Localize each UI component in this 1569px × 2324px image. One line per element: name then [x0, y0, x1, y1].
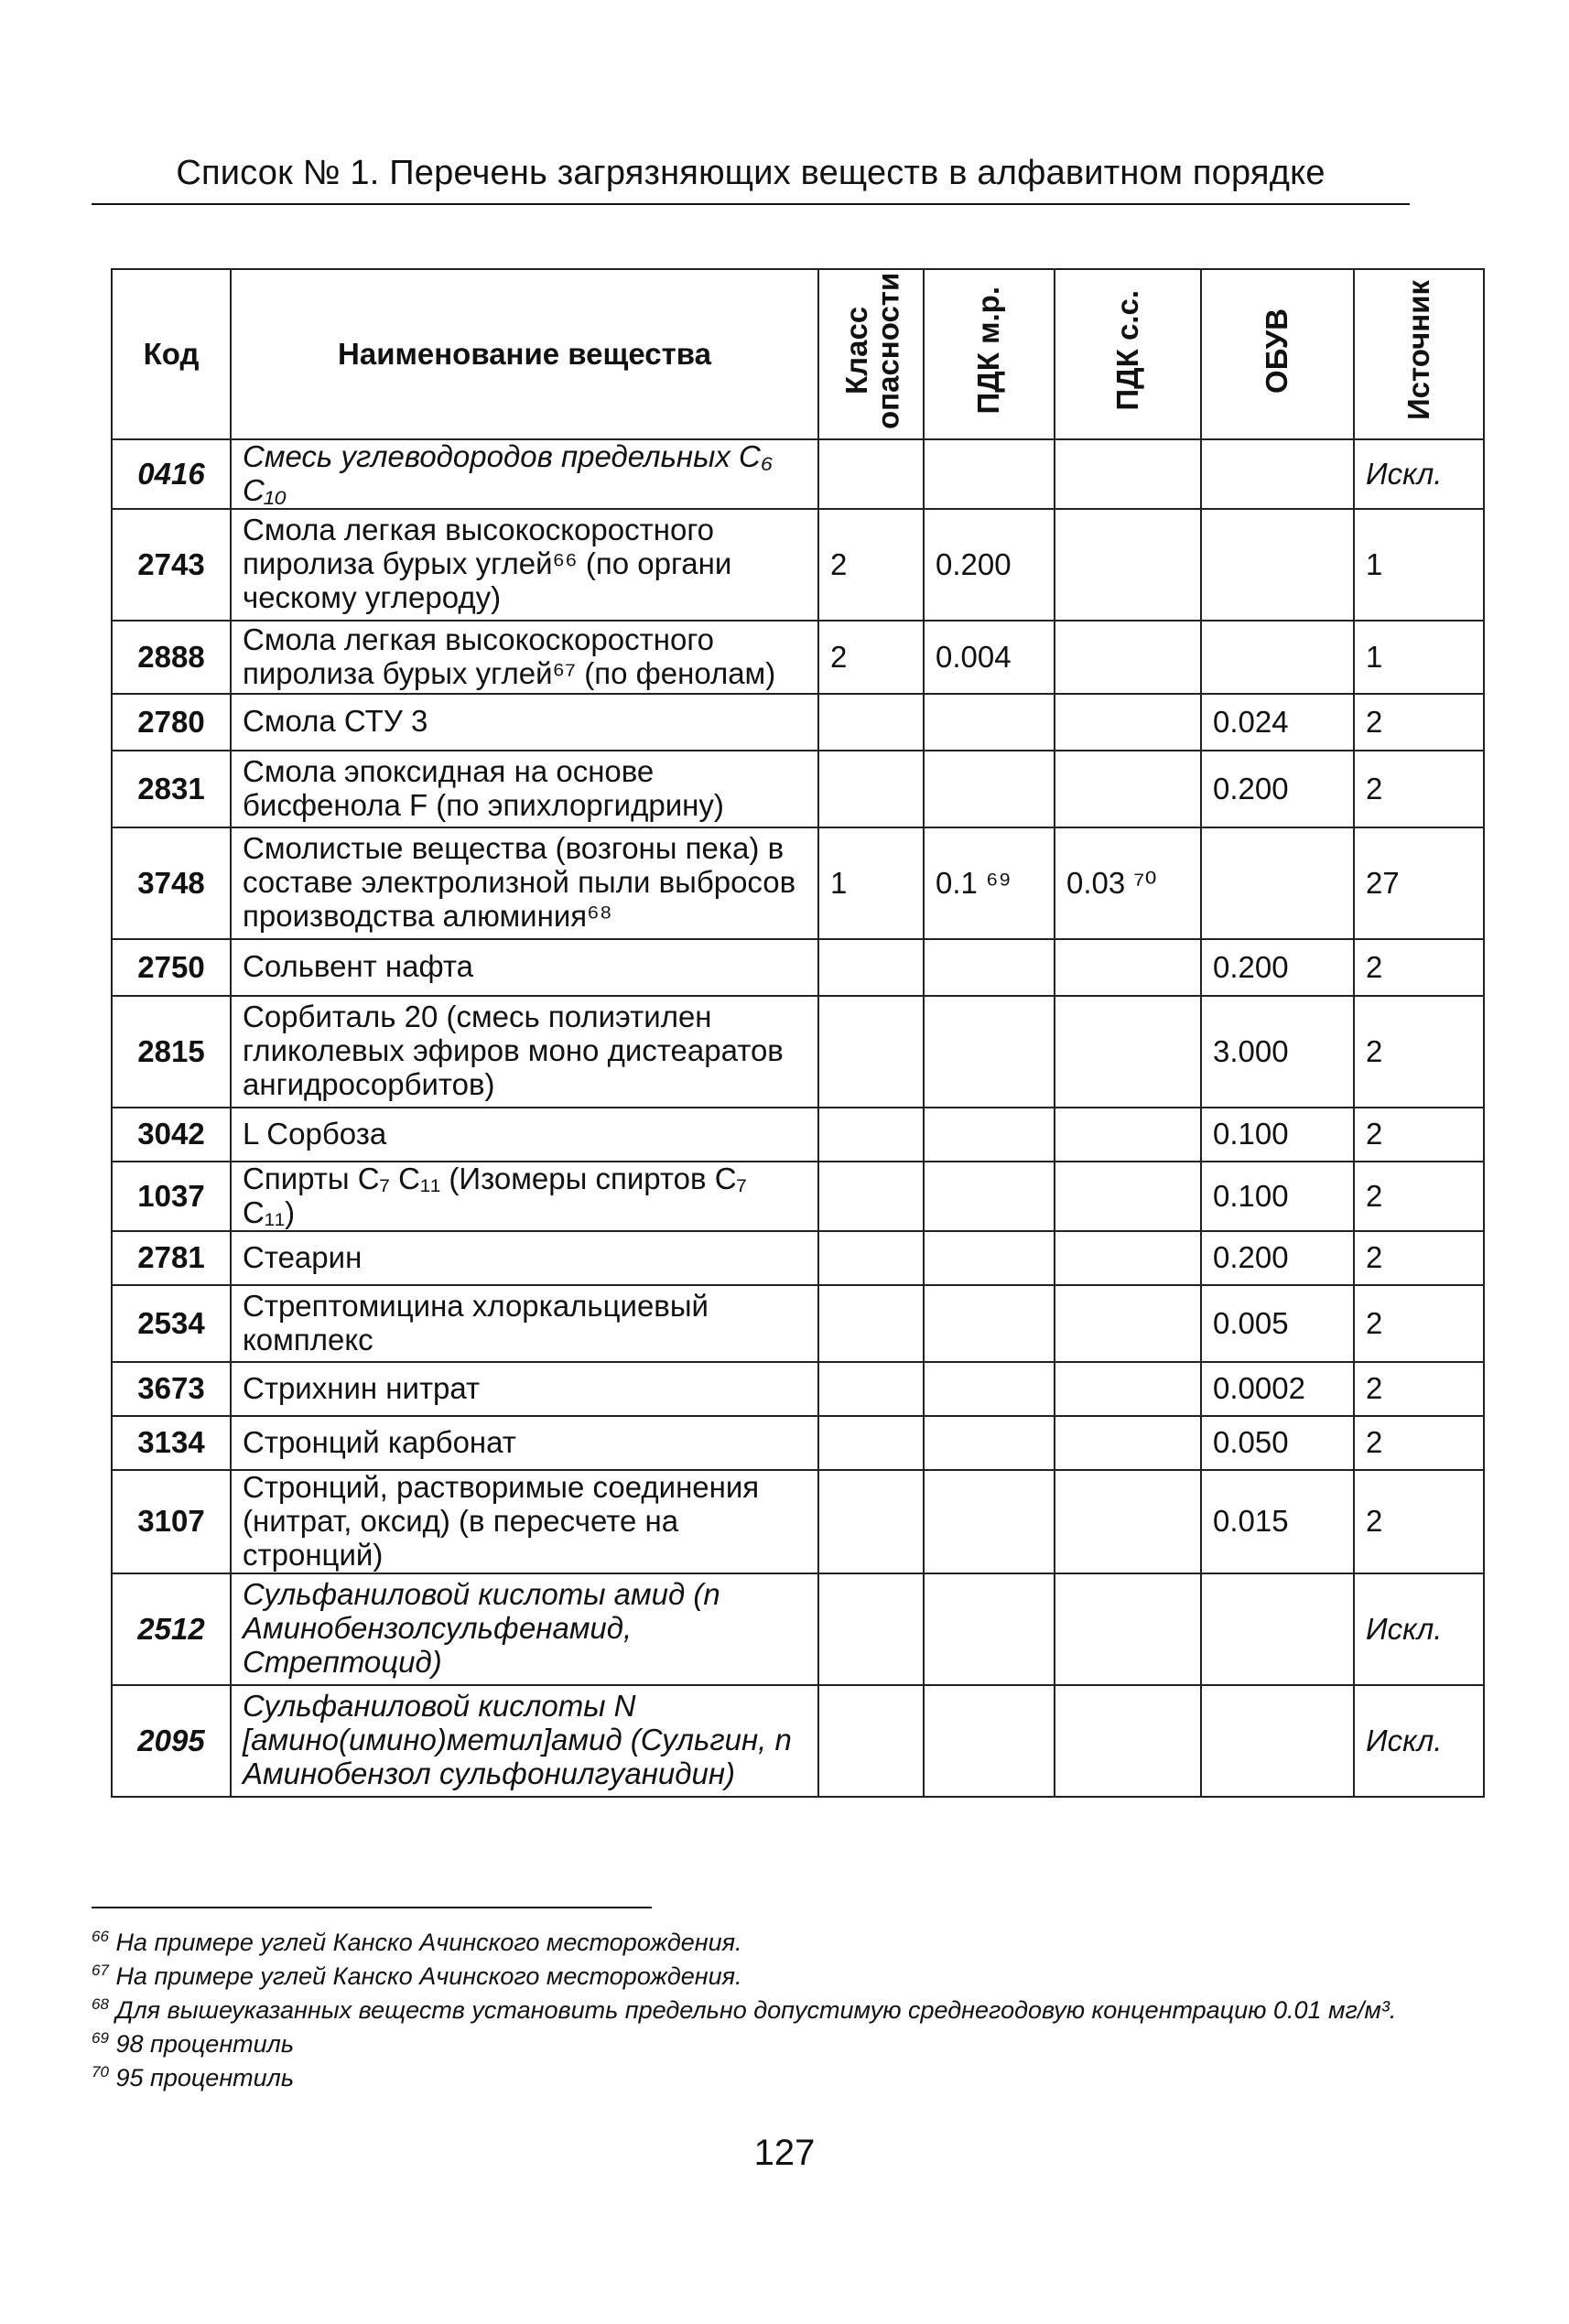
cell-obuv: [1201, 509, 1354, 621]
table-row: [112, 1362, 1484, 1416]
cell-pdk-ss: [1055, 509, 1201, 621]
page-number: 127: [753, 2133, 816, 2173]
cell-obuv: 0.100: [1201, 1108, 1354, 1162]
cell-obuv: 0.024: [1201, 694, 1354, 751]
cell-source: 2: [1354, 751, 1484, 827]
table-row: [112, 1685, 1484, 1797]
cell-source: 2: [1354, 1470, 1484, 1573]
cell-pdk-mr: [924, 1231, 1055, 1285]
cell-obuv: [1201, 439, 1354, 509]
footnote-divider: [92, 1907, 652, 1908]
cell-code: 3042: [112, 1108, 231, 1162]
cell-hazard-class: [818, 996, 924, 1108]
cell-obuv: [1201, 621, 1354, 694]
footnote: [92, 2027, 1465, 2061]
cell-source: Искл.: [1354, 439, 1484, 509]
cell-pdk-mr: [924, 694, 1055, 751]
cell-hazard-class: [818, 1416, 924, 1470]
cell-name: Смола эпоксидная на основе бисфенола F (по эпихлоргидрину): [231, 751, 818, 827]
cell-obuv: 0.0002: [1201, 1362, 1354, 1416]
cell-pdk-ss: [1055, 751, 1201, 827]
cell-name: Смола легкая высокоскоростного пиролиза бурых углей⁶⁶ (по органи ческому углероду): [231, 509, 818, 621]
col-header-obuv: ОБУВ: [1260, 308, 1294, 394]
cell-code: 3107: [112, 1470, 231, 1573]
cell-code: 2831: [112, 751, 231, 827]
cell-name: Стрихнин нитрат: [231, 1362, 818, 1416]
col-header-pdk-ss: ПДК с.с.: [1109, 290, 1144, 411]
footnote: [92, 1960, 1465, 1994]
page-title: Список № 1. Перечень загрязняющих веществ в алфавитном порядке: [176, 154, 1326, 192]
cell-hazard-class: [818, 1362, 924, 1416]
cell-pdk-mr: [924, 1285, 1055, 1362]
cell-name: Смесь углеводородов предельных C₆ C₁₀: [231, 439, 818, 509]
table-row: [112, 439, 1484, 509]
cell-pdk-mr: [924, 1573, 1055, 1685]
table-body: [112, 439, 1484, 1797]
cell-code: 0416: [112, 439, 231, 509]
cell-code: 2743: [112, 509, 231, 621]
cell-obuv: 3.000: [1201, 996, 1354, 1108]
cell-code: 2095: [112, 1685, 231, 1797]
cell-pdk-ss: [1055, 1362, 1201, 1416]
table-row: [112, 1285, 1484, 1362]
cell-code: 2780: [112, 694, 231, 751]
table-row: [112, 509, 1484, 621]
cell-source: 27: [1354, 827, 1484, 939]
cell-pdk-ss: [1055, 439, 1201, 509]
cell-obuv: 0.200: [1201, 1231, 1354, 1285]
cell-hazard-class: [818, 939, 924, 996]
cell-pdk-mr: 0.200: [924, 509, 1055, 621]
table-row: [112, 1416, 1484, 1470]
col-header-pdk-mr: ПДК м.р.: [971, 286, 1006, 415]
cell-pdk-ss: [1055, 1285, 1201, 1362]
cell-pdk-mr: 0.1 ⁶⁹: [924, 827, 1055, 939]
footnote-number: 70: [92, 2063, 109, 2081]
cell-code: 2781: [112, 1231, 231, 1285]
cell-pdk-ss: [1055, 694, 1201, 751]
cell-hazard-class: [818, 1231, 924, 1285]
cell-pdk-mr: [924, 1470, 1055, 1573]
cell-pdk-ss: [1055, 1231, 1201, 1285]
footnote-text: 95 процентиль: [115, 2064, 295, 2092]
cell-pdk-mr: [924, 751, 1055, 827]
cell-source: 2: [1354, 694, 1484, 751]
footnote-text: 98 процентиль: [115, 2030, 295, 2058]
cell-hazard-class: [818, 1285, 924, 1362]
cell-source: 2: [1354, 1231, 1484, 1285]
cell-name: Стронций, растворимые соединения (нитрат, оксид) (в пересчете на стронций): [231, 1470, 818, 1573]
cell-hazard-class: [818, 1685, 924, 1797]
cell-source: 2: [1354, 939, 1484, 996]
substances-table: [111, 268, 1485, 1798]
cell-pdk-ss: [1055, 1685, 1201, 1797]
cell-source: 2: [1354, 1362, 1484, 1416]
cell-code: 3748: [112, 827, 231, 939]
cell-pdk-ss: [1055, 621, 1201, 694]
table-row: [112, 1108, 1484, 1162]
footnote-number: 68: [92, 1995, 109, 2013]
cell-source: 2: [1354, 1285, 1484, 1362]
cell-pdk-mr: [924, 939, 1055, 996]
cell-hazard-class: 2: [818, 621, 924, 694]
cell-code: 3673: [112, 1362, 231, 1416]
table-row: [112, 1231, 1484, 1285]
cell-name: Стрептомицина хлоркальциевый комплекс: [231, 1285, 818, 1362]
cell-hazard-class: [818, 751, 924, 827]
cell-name: Смола легкая высокоскоростного пиролиза бурых углей⁶⁷ (по фенолам): [231, 621, 818, 694]
cell-obuv: [1201, 1685, 1354, 1797]
col-header-code: Код: [112, 269, 231, 439]
cell-hazard-class: [818, 694, 924, 751]
cell-name: Смола СТУ 3: [231, 694, 818, 751]
cell-code: 2512: [112, 1573, 231, 1685]
cell-code: 2815: [112, 996, 231, 1108]
cell-pdk-ss: [1055, 1162, 1201, 1231]
table-row: [112, 751, 1484, 827]
cell-obuv: 0.200: [1201, 939, 1354, 996]
cell-pdk-ss: [1055, 1470, 1201, 1573]
cell-hazard-class: [818, 1573, 924, 1685]
footnote: [92, 2061, 1465, 2095]
cell-obuv: 0.050: [1201, 1416, 1354, 1470]
cell-obuv: 0.015: [1201, 1470, 1354, 1573]
cell-obuv: 0.100: [1201, 1162, 1354, 1231]
cell-obuv: [1201, 827, 1354, 939]
cell-source: 1: [1354, 621, 1484, 694]
footnote-text: Для вышеуказанных веществ установить предельно допустимую среднегодовую концентрацию 0.01 мг/м³.: [115, 1996, 1397, 2024]
cell-hazard-class: [818, 439, 924, 509]
cell-pdk-ss: [1055, 1108, 1201, 1162]
cell-source: 1: [1354, 509, 1484, 621]
cell-source: Искл.: [1354, 1573, 1484, 1685]
table-row: [112, 1573, 1484, 1685]
cell-pdk-ss: [1055, 1573, 1201, 1685]
table-row: [112, 1162, 1484, 1231]
footnote-text: На примере углей Канско Ачинского месторождения.: [115, 1929, 742, 1956]
cell-source: 2: [1354, 1108, 1484, 1162]
cell-hazard-class: 2: [818, 509, 924, 621]
footnotes: [92, 1926, 1465, 2095]
cell-hazard-class: 1: [818, 827, 924, 939]
cell-source: 2: [1354, 996, 1484, 1108]
cell-obuv: 0.200: [1201, 751, 1354, 827]
cell-code: 2534: [112, 1285, 231, 1362]
cell-pdk-ss: [1055, 1416, 1201, 1470]
cell-hazard-class: [818, 1108, 924, 1162]
footnote-number: 67: [92, 1962, 109, 1979]
cell-pdk-mr: [924, 439, 1055, 509]
table-row: [112, 939, 1484, 996]
cell-name: Сольвент нафта: [231, 939, 818, 996]
cell-name: L Сорбоза: [231, 1108, 818, 1162]
col-header-source: Источник: [1401, 280, 1435, 421]
table-row: [112, 996, 1484, 1108]
cell-name: Смолистые вещества (возгоны пека) в составе электролизной пыли выбросов производства алюминия⁶⁸: [231, 827, 818, 939]
table-row: [112, 621, 1484, 694]
cell-pdk-mr: [924, 1416, 1055, 1470]
cell-pdk-ss: [1055, 996, 1201, 1108]
cell-code: 2888: [112, 621, 231, 694]
cell-name: Стеарин: [231, 1231, 818, 1285]
col-header-name: Наименование вещества: [231, 269, 818, 439]
header-divider: [92, 203, 1410, 205]
cell-name: Сульфаниловой кислоты N [амино(имино)метил]амид (Сульгин, n Аминобензол сульфонилгуанидин): [231, 1685, 818, 1797]
cell-source: 2: [1354, 1416, 1484, 1470]
footnote: [92, 1994, 1465, 2027]
cell-obuv: 0.005: [1201, 1285, 1354, 1362]
cell-code: 2750: [112, 939, 231, 996]
cell-source: Искл.: [1354, 1685, 1484, 1797]
cell-pdk-mr: 0.004: [924, 621, 1055, 694]
col-header-hazard-class: Класс опасности: [839, 272, 905, 429]
footnote-number: 69: [92, 2029, 109, 2047]
table-row: [112, 827, 1484, 939]
cell-name: Сорбиталь 20 (смесь полиэтилен гликолевых эфиров моно дистеаратов ангидросорбитов): [231, 996, 818, 1108]
table-row: [112, 694, 1484, 751]
cell-pdk-ss: 0.03 ⁷⁰: [1055, 827, 1201, 939]
footnote-text: На примере углей Канско Ачинского месторождения.: [115, 1962, 742, 1990]
cell-pdk-mr: [924, 1108, 1055, 1162]
table-row: [112, 1470, 1484, 1573]
cell-name: Сульфаниловой кислоты амид (n Аминобензолсульфенамид, Стрептоцид): [231, 1573, 818, 1685]
cell-pdk-mr: [924, 1162, 1055, 1231]
cell-code: 3134: [112, 1416, 231, 1470]
cell-obuv: [1201, 1573, 1354, 1685]
cell-hazard-class: [818, 1470, 924, 1573]
cell-pdk-mr: [924, 1362, 1055, 1416]
cell-pdk-mr: [924, 996, 1055, 1108]
table-header-row: [112, 269, 1484, 439]
cell-code: 1037: [112, 1162, 231, 1231]
cell-pdk-ss: [1055, 939, 1201, 996]
cell-name: Стронций карбонат: [231, 1416, 818, 1470]
footnote: [92, 1926, 1465, 1960]
cell-hazard-class: [818, 1162, 924, 1231]
cell-source: 2: [1354, 1162, 1484, 1231]
cell-pdk-mr: [924, 1685, 1055, 1797]
footnote-number: 66: [92, 1928, 109, 1945]
cell-name: Спирты C₇ C₁₁ (Изомеры спиртов C₇ C₁₁): [231, 1162, 818, 1231]
